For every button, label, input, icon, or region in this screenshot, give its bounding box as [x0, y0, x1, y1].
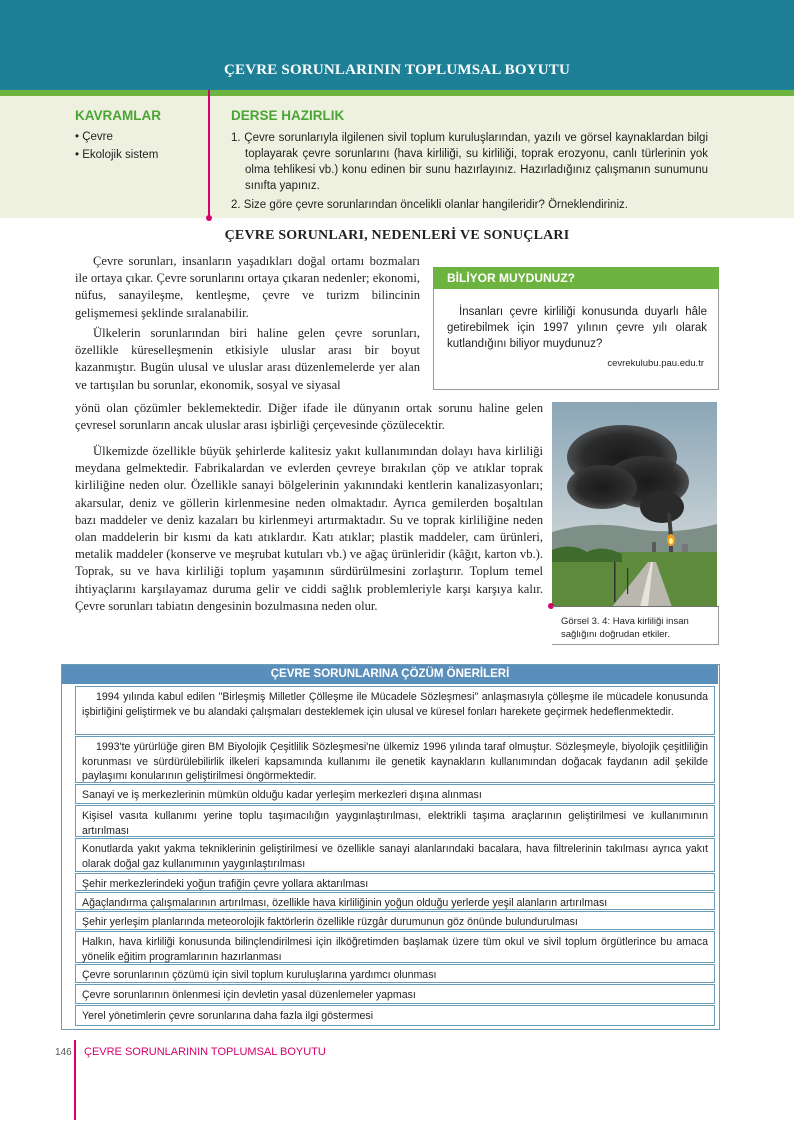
solution-row: Şehir merkezlerindeki yoğun trafiğin çevre yollara aktarılması: [75, 873, 715, 891]
footer-divider: [74, 1040, 76, 1120]
page-title: ÇEVRE SORUNLARININ TOPLUMSAL BOYUTU: [223, 62, 571, 78]
preparation-item: 1. Çevre sorunlarıyla ilgilenen sivil toplum kuruluşlarından, yazılı ve görsel kaynaklardan bilgi toplayarak çevre sorunlarını (hava kirliliği, su kirliliği, toprak erozyonu, canlı türlerinin yok olma tehlikesi vb.) konu edinen bir sunu hazırlayınız. Hazırladığınız çalışmanın sunumunu sınıfta yapınız.: [231, 132, 708, 192]
preparation-item: 2. Size göre çevre sorunlarından öncelikli olanlar hangileridir? Örneklendiriniz.: [231, 199, 628, 211]
section-title: ÇEVRE SORUNLARI, NEDENLERİ VE SONUÇLARI: [224, 228, 570, 243]
solution-row: Konutlarda yakıt yakma tekniklerinin geliştirilmesi ve özellikle sanayi alanlarındaki bacalara, hava filtrelerinin takılması ayrıca yakıt olarak doğal gaz kullanımının yaygınlaştırılması: [75, 838, 715, 872]
concepts-heading: KAVRAMLAR: [75, 108, 161, 123]
preparation-list: [231, 130, 708, 213]
divider-dot: [206, 215, 212, 221]
body-paragraph: Ülkelerin sorunlarından biri haline gelen çevre sorunları, özellikle küreselleşmenin etkisiyle uluslar arası bir boyut kazanmıştır. Bugün ulusal ve uluslar arası düzenlemelerde yer alan ve tartışılan bu sorunlar, ekonomik, sosyal ve siyasal: [75, 326, 420, 392]
band-divider: [208, 90, 210, 218]
photo-caption: Görsel 3. 4: Hava kirliliği insan sağlığını doğrudan etkiler.: [561, 616, 689, 640]
solution-row: Kişisel vasıta kullanımı yerine toplu taşımacılığın yaygınlaştırılması, elektrikli taşıma araçlarının geliştirilmesi ve kullanımının artırılması: [75, 805, 715, 837]
concept-item: • Çevre: [75, 131, 113, 143]
solution-row: Çevre sorunlarının çözümü için sivil toplum kuruluşlarına yardımcı olunması: [75, 964, 715, 983]
concept-item: • Ekolojik sistem: [75, 149, 159, 161]
preparation-heading: DERSE HAZIRLIK: [231, 108, 345, 123]
solution-row: Sanayi ve iş merkezlerinin mümkün olduğu kadar yerleşim merkezleri dışına alınması: [75, 784, 715, 804]
page-number: 146: [55, 1047, 72, 1058]
solutions-title: ÇEVRE SORUNLARINA ÇÖZÜM ÖNERİLERİ: [270, 668, 510, 680]
photo-border: [552, 606, 719, 607]
solution-row: Halkın, hava kirliliği konusunda bilinçlendirilmesi için ilköğretimden başlamak üzere tüm okul ve sivil toplum örgütlerince bu amaca yönelik eğitim programlarının hazırlanması: [75, 931, 715, 963]
body-paragraph: Ülkemizde özellikle büyük şehirlerde kalitesiz yakıt kullanımından dolayı hava kirliliği meydana gelmektedir. Fabrikalardan ve evlerden çevreye bırakılan çöp ve atıklar toprak kirliliğine neden olur. Özellikle sanayi bölgelerinin yakınındaki kentlerin kanalizasyonları; akarsular, deniz ve göllerin kirlenmesine neden olmaktadır. Ayrıca gemilerden boşaltılan bazı maddeler ve deniz kazaları bu kirlenmeyi artırmaktadır. Su ve toprak kirliliğine neden olan maddelerin bir kısmı da katı atıklardır. Katı atıklar; plastik maddeler, cam ürünleri, metalik maddeler (konserve ve meşrubat kutuları vb.) ve ağaç ürünleridir (kâğıt, karton vb.). Toprak, su ve hava kirliliği toplum yaşamının sürdürülmesini zorlaştırır. Toplum temel ihtiyaçlarını karşılayamaz duruma gelir ve ciddi sağlık problemleriyle karşı karşıya kalır. Çevre sorunları tabiatın dengesinin bozulmasına neden olur.: [75, 444, 543, 613]
solution-row: 1993'te yürürlüğe giren BM Biyolojik Çeşitlilik Sözleşmesi'ne ülkemiz 1996 yılında taraf olmuştur. Sözleşmeyle, biyolojik çeşitliliğin korunması ve sürdürülebilirlik ilkeleri kapsamında kullanımı ile genetik kaynakların kullanımından doğacak faydanın adil şekilde paylaşımı konularının geliştirilmesi öngörmektedir.: [75, 736, 715, 783]
solution-row: 1994 yılında kabul edilen "Birleşmiş Milletler Çölleşme ile Mücadele Sözleşmesi" anlaşmasıyla çölleşme ile mücadele konusunda işbirliğini geliştirmek ve bu alandaki çalışmaları desteklemek için ulusal ve küresel fonları harekete geçirmek hedeflenmektedir.: [75, 686, 715, 735]
did-you-know-text: İnsanları çevre kirliliği konusunda duyarlı hâle getirebilmek için 1997 yılının çevre yılı olarak kutlandığını biliyor muydunuz?: [447, 306, 707, 350]
air-pollution-illustration: [552, 402, 717, 607]
solution-row: Ağaçlandırma çalışmalarının artırılması, özellikle hava kirliliğinin yoğun olduğu yerlerde yeşil alanların artırılması: [75, 892, 715, 910]
did-you-know-title: BİLİYOR MUYDUNUZ?: [447, 271, 575, 285]
air-pollution-photo: [552, 402, 717, 607]
caption-border: [718, 607, 719, 645]
did-you-know-source: cevrekulubu.pau.edu.tr: [607, 358, 704, 369]
footer-title: ÇEVRE SORUNLARININ TOPLUMSAL BOYUTU: [84, 1046, 326, 1058]
caption-border: [552, 644, 719, 645]
solution-row: Çevre sorunlarının önlenmesi için devletin yasal düzenlemeler yapması: [75, 984, 715, 1004]
solution-row: Yerel yönetimlerin çevre sorunlarına daha fazla ilgi göstermesi: [75, 1005, 715, 1026]
solution-row: Şehir yerleşim planlarında meteorolojik faktörlerin özellikle rüzgâr durumunun göz önünde bulundurulması: [75, 911, 715, 930]
body-paragraph: Çevre sorunları, insanların yaşadıkları doğal ortamı bozmaları ile ortaya çıkar. Çevre sorunlarını ortaya çıkaran nedenler; ekonomi, nüfus, sanayileşme, kentleşme, çevre ve turizm bilincinin gelişmemesi şeklinde sıralanabilir.: [75, 254, 420, 320]
body-paragraph: yönü olan çözümler beklemektedir. Diğer ifade ile dünyanın ortak sorunu haline gelen çevresel sorunların ancak uluslar arası işbirliği çerçevesinde çözülecektir.: [75, 401, 543, 433]
